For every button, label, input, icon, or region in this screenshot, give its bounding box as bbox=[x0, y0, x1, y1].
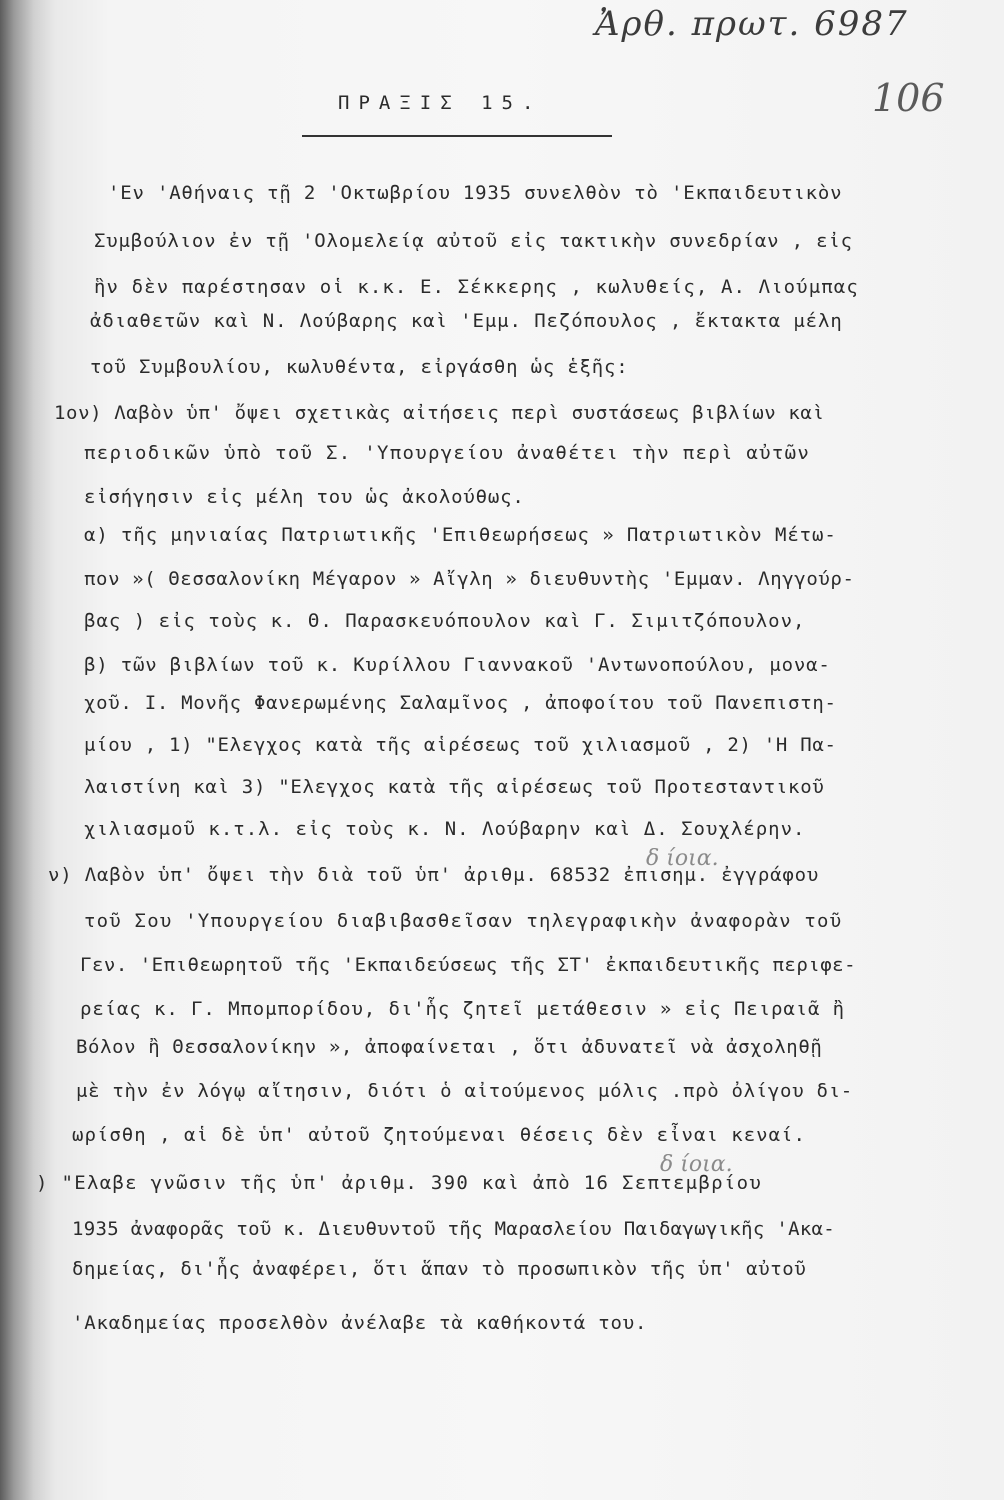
text-line: Βόλον ἢ Θεσσαλονίκην », ἀποφαίνεται , ὅτι ἀδυνατεῖ νὰ ἀσχοληθῇ bbox=[76, 1036, 823, 1058]
text-line: τοῦ Σου 'Υπουργείου διαβιβασθεῖσαν τηλεγραφικὴν ἀναφορὰν τοῦ bbox=[84, 910, 843, 932]
text-line: ἣν δὲν παρέστησαν οἱ κ.κ. Ε. Σέκκερης , κωλυθείς, Α. Λιούμπας bbox=[94, 276, 859, 298]
text-line: Συμβούλιον ἐν τῇ 'Ολομελείᾳ αὐτοῦ εἰς τακτικὴν συνεδρίαν , εἰς bbox=[94, 230, 853, 252]
text-line: ) "Ελαβε γνῶσιν τῆς ὑπ' ἀριθμ. 390 καὶ ἀπὸ 16 Σεπτεμβρίου bbox=[36, 1172, 763, 1194]
document-title: ΠΡΑΞΙΣ 15. bbox=[338, 92, 543, 114]
text-line: λαιστίνη καὶ 3) "Ελεγχος κατὰ τῆς αἱρέσεως τοῦ Προτεσταντικοῦ bbox=[84, 776, 825, 798]
text-line: περιοδικῶν ὑπὸ τοῦ Σ. 'Υπουργείου ἀναθέτει τὴν περὶ αὐτῶν bbox=[84, 442, 811, 464]
text-line: α) τῆς μηνιαίας Πατριωτικῆς 'Επιθεωρήσεως » Πατριωτικὸν Μέτω- bbox=[84, 524, 837, 546]
text-line: β) τῶν βιβλίων τοῦ κ. Κυρίλλου Γιαννακοῦ 'Αντωνοπούλου, μονα- bbox=[84, 654, 831, 676]
text-line: 1ον) Λαβὸν ὑπ' ὄψει σχετικὰς αἰτήσεις περὶ συστάσεως βιβλίων καὶ bbox=[54, 402, 825, 424]
text-line: 'Ακαδημείας προσελθὸν ἀνέλαβε τὰ καθήκοντά του. bbox=[72, 1312, 648, 1334]
text-line: χοῦ. Ι. Μονῆς Φανερωμένης Σαλαμῖνος , ἀποφοίτου τοῦ Πανεπιστη- bbox=[84, 692, 837, 714]
text-line: μὲ τὴν ἐν λόγῳ αἴτησιν, διότι ὁ αἰτούμενος μόλις .πρὸ ὀλίγου δι- bbox=[76, 1080, 853, 1102]
binding-shadow bbox=[0, 0, 34, 1500]
text-line: μίου , 1) "Ελεγχος κατὰ τῆς αἱρέσεως τοῦ χιλιασμοῦ , 2) 'Η Πα- bbox=[84, 734, 837, 756]
text-line: ρείας κ. Γ. Μπομπορίδου, δι'ἧς ζητεῖ μετάθεσιν » εἰς Πειραιᾶ ἢ bbox=[80, 998, 846, 1020]
text-line: Γεν. 'Επιθεωρητοῦ τῆς 'Εκπαιδεύσεως τῆς ΣΤ' ἐκπαιδευτικῆς περιφε- bbox=[80, 954, 857, 976]
text-line: πον »( Θεσσαλονίκη Μέγαρον » Αἴγλη » διευθυντὴς 'Εμμαν. Ληγγούρ- bbox=[84, 568, 855, 590]
text-line: βας ) εἰς τοὺς κ. Θ. Παρασκευόπουλον καὶ Γ. Σιμιτζόπουλον, bbox=[84, 610, 806, 632]
text-line: ωρίσθη , αἱ δὲ ὑπ' αὐτοῦ ζητούμεναι θέσεις δὲν εἶναι κεναί. bbox=[72, 1124, 806, 1146]
text-line: χιλιασμοῦ κ.τ.λ. εἰς τοὺς κ. Ν. Λούβαρην καὶ Δ. Σουχλέρην. bbox=[84, 818, 806, 840]
text-line: δημείας, δι'ἧς ἀναφέρει, ὅτι ἅπαν τὸ προσωπικὸν τῆς ὑπ' αὐτοῦ bbox=[72, 1258, 807, 1280]
text-line: ν) Λαβὸν ὑπ' ὄψει τὴν διὰ τοῦ ὑπ' ἀριθμ. 68532 ἐπισημ. ἐγγράφου bbox=[48, 864, 820, 886]
text-line: ἀδιαθετῶν καὶ Ν. Λούβαρης καὶ 'Εμμ. Πεζόπουλος , ἔκτακτα μέλη bbox=[90, 310, 843, 332]
title-underline bbox=[302, 135, 612, 137]
margin-handwritten-note: δ ίοια. bbox=[646, 846, 719, 871]
text-line: εἰσήγησιν εἰς μέλη του ὡς ἀκολούθως. bbox=[84, 486, 525, 508]
text-line: τοῦ Συμβουλίου, κωλυθέντα, εἰργάσθη ὡς ἑξῆς: bbox=[90, 356, 629, 378]
handwritten-protocol-note: Ἀρθ. πρωτ. 6987 bbox=[595, 4, 909, 44]
text-line: 'Εν 'Αθήναις τῇ 2 'Οκτωβρίου 1935 συνελθὸν τὸ 'Εκπαιδευτικὸν bbox=[108, 182, 843, 204]
text-line: 1935 ἀναφορᾶς τοῦ κ. Διευθυντοῦ τῆς Μαρασλείου Παιδαγωγικῆς 'Ακα- bbox=[72, 1218, 836, 1240]
margin-handwritten-note: δ ίοια. bbox=[660, 1152, 733, 1177]
folio-number: 106 bbox=[872, 76, 945, 120]
